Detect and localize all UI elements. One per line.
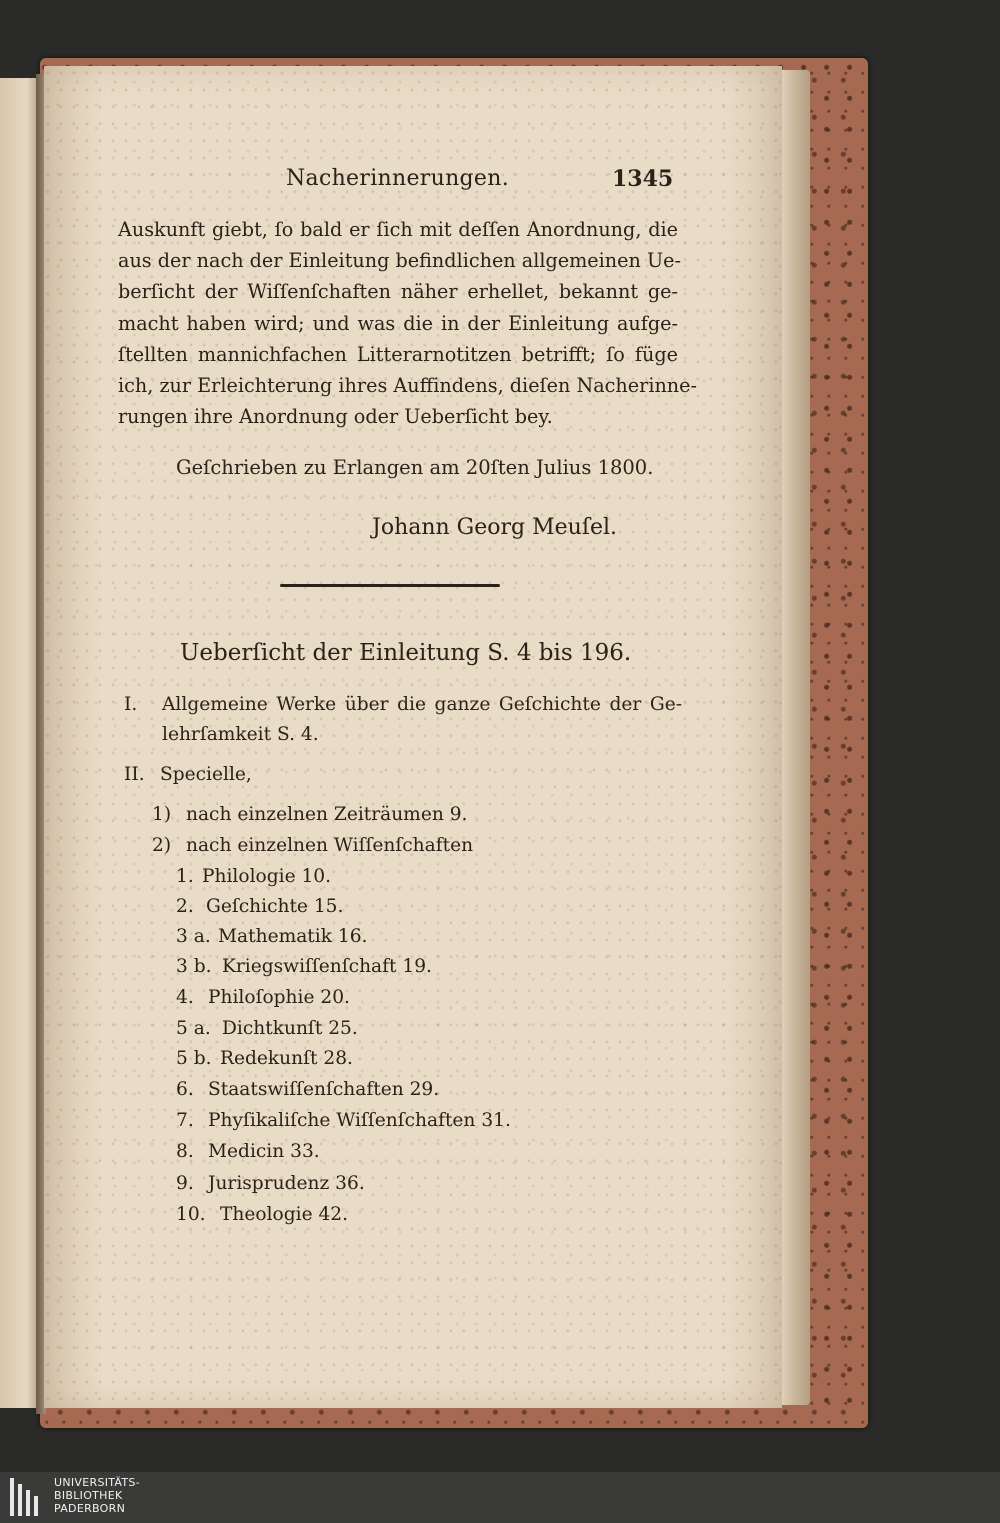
subject-item: Mathematik 16. <box>218 926 368 947</box>
list-item-number: I. <box>124 694 138 715</box>
signature: Johann Georg Meuſel. <box>372 515 618 540</box>
subject-item: Philoſophie 20. <box>208 987 350 1008</box>
subject-item: Medicin 33. <box>208 1141 320 1162</box>
library-logo-icon <box>10 1478 50 1516</box>
library-footer-bar <box>0 1472 1000 1523</box>
subject-item: Kriegswiſſenſchaft 19. <box>222 956 432 977</box>
subject-number: 10. <box>176 1204 206 1225</box>
subject-item: Dichtkunſt 25. <box>222 1018 358 1039</box>
subject-item: Staatswiſſenſchaften 29. <box>208 1079 440 1100</box>
facing-page-edge <box>0 78 38 1408</box>
running-head: Nacherinnerungen. <box>286 166 510 191</box>
paragraph-line: berſicht der Wiſſenſchaften näher erhellet, bekannt ge- <box>118 280 678 304</box>
subject-number: 5 b. <box>176 1048 212 1069</box>
page-number: 1345 <box>612 166 674 192</box>
subject-number: 6. <box>176 1079 194 1100</box>
subject-number: 3 a. <box>176 926 211 947</box>
library-name-line: BIBLIOTHEK <box>54 1489 123 1502</box>
subject-number: 8. <box>176 1141 194 1162</box>
section-title: Ueberſicht der Einleitung S. 4 bis 196. <box>180 640 632 666</box>
sub-item-number: 1) <box>152 804 172 825</box>
dateline: Geſchrieben zu Erlangen am 20ſten Julius 1800. <box>176 456 654 479</box>
subject-item: Philologie 10. <box>202 866 332 887</box>
sub-item: nach einzelnen Zeiträumen 9. <box>186 804 468 825</box>
subject-number: 5 a. <box>176 1018 211 1039</box>
sub-item: nach einzelnen Wiſſenſchaften <box>186 835 474 856</box>
intro-paragraph <box>118 214 698 432</box>
paragraph-line: rungen ihre Anordnung oder Ueberſicht bey. <box>118 405 553 429</box>
subject-number: 7. <box>176 1110 194 1131</box>
subject-number: 3 b. <box>176 956 212 977</box>
subject-item: Phyſikaliſche Wiſſenſchaften 31. <box>208 1110 511 1131</box>
paragraph-line: ich, zur Erleichterung ihres Auffindens, dieſen Nacherinne- <box>118 374 698 398</box>
library-name-line: PADERBORN <box>54 1502 126 1515</box>
subject-number: 2. <box>176 896 194 917</box>
paragraph-line: macht haben wird; und was die in der Einleitung aufge- <box>118 311 678 335</box>
library-name <box>54 1476 140 1515</box>
list-item: Allgemeine Werke über die ganze Geſchichte der Ge- <box>162 694 682 715</box>
list-item-continuation: lehrſamkeit S. 4. <box>162 724 319 745</box>
list-item-number: II. <box>124 764 145 785</box>
paragraph-line: ſtellten mannichfachen Litterarnotitzen betrifft; ſo füge <box>118 342 678 366</box>
subject-item: Theologie 42. <box>220 1204 349 1225</box>
subject-number: 1. <box>176 866 194 887</box>
list-item: Specielle, <box>160 764 252 785</box>
subject-number: 9. <box>176 1173 194 1194</box>
subject-item: Redekunſt 28. <box>220 1048 353 1069</box>
paragraph-line: aus der nach der Einleitung befindlichen allgemeinen Ue- <box>118 249 681 273</box>
subject-number: 4. <box>176 987 194 1008</box>
subject-item: Geſchichte 15. <box>206 896 344 917</box>
sub-item-number: 2) <box>152 835 172 856</box>
divider-rule <box>280 584 500 587</box>
paragraph-line: Auskunft giebt, ſo bald er ſich mit deſſen Anordnung, die <box>118 218 678 241</box>
subject-item: Jurisprudenz 36. <box>208 1173 365 1194</box>
library-name-line: UNIVERSITÄTS- <box>54 1476 140 1489</box>
